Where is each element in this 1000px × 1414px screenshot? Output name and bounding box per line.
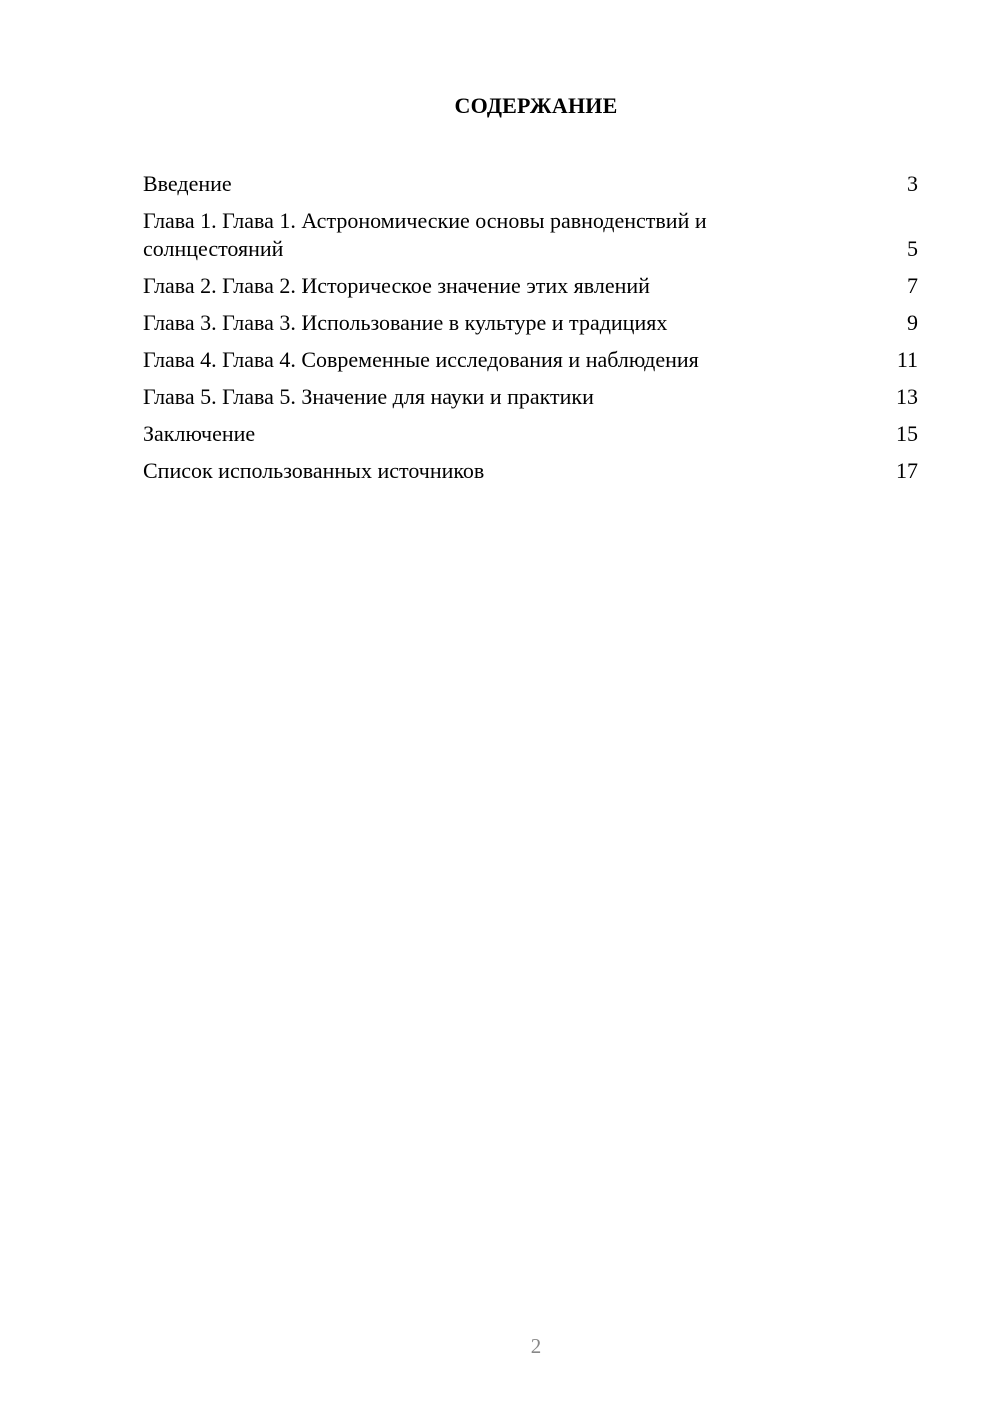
toc-entry-chapter-3 bbox=[143, 309, 918, 337]
toc-entry-text: Глава 4. Глава 4. Современные исследования и наблюдения bbox=[143, 347, 699, 372]
toc-entry-text: Введение bbox=[143, 171, 232, 196]
toc-entry-page: 13 bbox=[896, 384, 918, 409]
toc-entry-chapter-1 bbox=[143, 207, 918, 263]
toc-entry-page: 9 bbox=[907, 310, 918, 335]
table-of-contents bbox=[143, 170, 918, 494]
toc-entry-text: Глава 1. Глава 1. Астрономические основы равноденствий и солнцестояний bbox=[143, 208, 707, 261]
toc-entry-chapter-5 bbox=[143, 383, 918, 411]
toc-entry-chapter-2 bbox=[143, 272, 918, 300]
toc-entry-page: 11 bbox=[896, 347, 918, 372]
toc-entry-page: 3 bbox=[907, 171, 918, 196]
toc-entry-text: Заключение bbox=[143, 421, 256, 446]
toc-entry-chapter-4 bbox=[143, 346, 918, 374]
toc-entry-page: 7 bbox=[907, 273, 918, 298]
toc-entry-page: 5 bbox=[907, 236, 918, 261]
toc-entry-introduction bbox=[143, 170, 918, 198]
toc-entry-text: Список использованных источников bbox=[143, 458, 485, 483]
page-title: СОДЕРЖАНИЕ bbox=[454, 93, 618, 118]
toc-entry-text: Глава 5. Глава 5. Значение для науки и практики bbox=[143, 384, 594, 409]
toc-entry-text: Глава 2. Глава 2. Историческое значение этих явлений bbox=[143, 273, 650, 298]
page-number: 2 bbox=[530, 1334, 542, 1358]
toc-entry-references bbox=[143, 457, 918, 485]
toc-entry-text: Глава 3. Глава 3. Использование в культуре и традициях bbox=[143, 310, 668, 335]
toc-entry-page: 17 bbox=[896, 458, 918, 483]
toc-entry-conclusion bbox=[143, 420, 918, 448]
toc-entry-page: 15 bbox=[896, 421, 918, 446]
